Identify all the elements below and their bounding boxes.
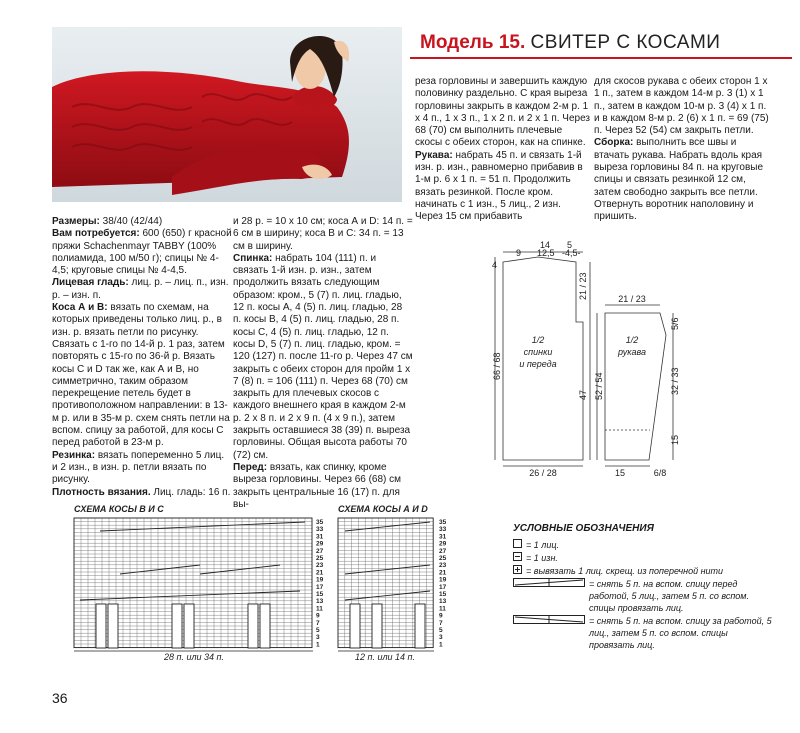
row-number-label: 25 — [316, 555, 324, 562]
row-number-label: 13 — [316, 598, 324, 606]
front-text: вязать, как спинку, кроме выреза горловины. Через 66 (68) см закрыть центральные 16 (17) п. для вы- — [233, 461, 402, 510]
row-number-label: 15 — [316, 591, 324, 598]
row-number-label: 27 — [316, 547, 324, 555]
gauge-continued: и 28 р. = 10 х 10 см; коса А и D: 14 п. = 6 см в ширину; коса В и С: 34 п. = 13 см в ширину. — [233, 216, 413, 252]
purl-column-mark — [248, 604, 258, 648]
model-photo — [52, 27, 402, 202]
dim-14: 14 — [540, 240, 551, 250]
legend-title: УСЛОВНЫЕ ОБОЗНАЧЕНИЯ — [513, 523, 654, 534]
sleeve-outline — [605, 313, 666, 460]
row-number-label: 5 — [439, 627, 443, 634]
row-number-label: 29 — [316, 540, 324, 548]
cable-front-symbol-icon — [513, 578, 585, 590]
dim-47: 47 — [578, 389, 588, 400]
sleeve-label-1: 1/2 — [625, 335, 639, 345]
assembly-text: выполнить все швы и втачать рукава. Набрать вдоль края выреза горловины 84 п. на круговые спицы и связать резинкой 12 см, затем свободно закрыть все петли. Отвернуть воротник наполовину и пришить. — [594, 137, 764, 223]
neckline-text: реза горловины и завершить каждую половинку раздельно. С края выреза горловины закрыть в каждом 2-м р. 1 х 4 п., 1 х 3 п., 1 х 2 п. и 2 х 1 п. Через 68 (70) см выполнить плечевые скосы с обеих сторон, как на спинке. — [415, 76, 591, 149]
body-label-1: 1/2 — [531, 335, 545, 345]
rib-text: вязать попеременно 5 лиц. и 2 изн., в изн. р. петли вязать по рисунку. — [52, 449, 225, 486]
purl-column-mark — [172, 604, 182, 648]
dim-21-23-sleeve: 21 / 23 — [618, 294, 646, 304]
dim-4-5: -4,5- — [562, 248, 581, 258]
dim-66-68: 66 / 68 — [492, 352, 502, 380]
cable-cross-mark — [200, 565, 280, 574]
row-number-label: 35 — [439, 519, 447, 526]
row-number-label: 3 — [316, 634, 320, 642]
dim-15-bottom: 15 — [614, 468, 626, 478]
sizes-text: 38/40 (42/44) — [102, 216, 163, 227]
cable-cross-mark — [345, 522, 430, 531]
text-column-4 — [594, 76, 772, 224]
increase-symbol-icon — [513, 565, 522, 577]
purl-symbol-icon — [513, 552, 522, 564]
row-number-label: 31 — [316, 533, 324, 541]
front-label: Перед: — [233, 461, 268, 473]
purl-column-mark — [96, 604, 106, 648]
dim-26-28: 26 / 28 — [529, 468, 557, 478]
page-number: 36 — [52, 690, 68, 706]
legend-cross-front-text: = снять 5 п. на вспом. спицу перед работой, 5 лиц., затем 5 п. со вспом. спицы провязать лиц. — [589, 579, 749, 613]
dim-21-23-body: 21 / 23 — [578, 272, 588, 300]
text-column-1 — [52, 216, 232, 499]
row-number-label: 5 — [316, 627, 320, 634]
cable-cross-mark — [120, 565, 200, 574]
legend-purl-text: = 1 изн. — [526, 553, 558, 563]
row-number-label: 23 — [439, 562, 447, 570]
row-number-label: 11 — [316, 605, 323, 613]
assembly-label: Сборка: — [594, 137, 634, 149]
row-number-label: 31 — [439, 533, 447, 541]
row-number-label: 7 — [316, 619, 320, 627]
chart-ad-row-numbers — [439, 519, 447, 648]
chart-ad-grid — [338, 518, 433, 648]
cable-cross-mark — [345, 565, 430, 574]
text-column-2 — [233, 216, 413, 511]
purl-column-mark — [415, 604, 425, 648]
materials-label: Вам потребуется: — [52, 228, 140, 240]
dim-52-54: 52 / 54 — [594, 372, 604, 400]
chart-bc-width: 28 п. или 34 п. — [163, 652, 225, 662]
dim-15-side: 15 — [670, 434, 680, 445]
photo-illustration — [52, 27, 402, 202]
row-number-label: 35 — [316, 519, 324, 526]
row-number-label: 29 — [439, 540, 447, 548]
body-label-2: спинки — [523, 347, 553, 357]
page-title — [420, 32, 720, 54]
cable-cross-mark — [80, 591, 300, 600]
body-label-3: и переда — [519, 359, 557, 369]
chart-ad-width: 12 п. или 14 п. — [354, 652, 416, 662]
stockinette-text: лиц. р. – лиц. п., изн. р. – изн. п. — [52, 277, 229, 301]
purl-column-mark — [372, 604, 382, 648]
row-number-label: 19 — [439, 576, 447, 584]
row-number-label: 25 — [439, 555, 447, 562]
legend — [513, 523, 773, 652]
row-number-label: 7 — [439, 619, 443, 627]
legend-row-cross-back — [513, 615, 773, 651]
row-number-label: 17 — [316, 583, 324, 591]
model-number: Модель 15. — [420, 32, 526, 53]
row-number-label: 21 — [316, 569, 324, 577]
dim-4: 4 — [492, 260, 498, 270]
dim-5-6: 5/6 — [670, 317, 680, 330]
gauge-label: Плотность вязания. — [52, 486, 151, 498]
purl-column-mark — [184, 604, 194, 648]
row-number-label: 19 — [316, 576, 324, 584]
chart-bc-title: СХЕМА КОСЫ В И С — [74, 504, 164, 514]
legend-row-cross-front — [513, 578, 773, 614]
legend-cross-back-text: = снять 5 п. на вспом. спицу за работой, 5 лиц., затем 5 п. со вспом. спицы провязать лиц. — [589, 616, 772, 650]
knit-symbol-icon — [513, 539, 522, 551]
chart-bc-row-numbers — [316, 519, 324, 648]
legend-row-purl — [513, 552, 773, 564]
legend-increase-text: = вывязать 1 лиц. скрещ. из поперечной нити — [526, 566, 724, 576]
cable-cross-mark — [100, 522, 305, 531]
gauge-text: Лиц. гладь: 16 п. — [153, 486, 231, 498]
model-name: СВИТЕР С КОСАМИ — [530, 32, 721, 53]
dim-6-8: 6/8 — [653, 468, 667, 478]
legend-knit-text: = 1 лиц. — [526, 540, 559, 550]
row-number-label: 11 — [439, 605, 446, 613]
row-number-label: 15 — [439, 591, 447, 598]
chart-ad-title: СХЕМА КОСЫ А И D — [338, 504, 428, 514]
cable-back-symbol-icon — [513, 615, 585, 627]
purl-column-mark — [260, 604, 270, 648]
legend-row-increase — [513, 565, 773, 577]
dim-32-33: 32 / 33 — [670, 367, 680, 395]
row-number-label: 33 — [439, 526, 447, 534]
row-number-label: 21 — [439, 569, 447, 577]
back-label: Спинка: — [233, 252, 273, 264]
row-number-label: 9 — [439, 612, 443, 620]
dim-5: 5 — [567, 240, 573, 250]
stockinette-label: Лицевая гладь: — [52, 277, 129, 289]
row-number-label: 27 — [439, 547, 447, 555]
cable-cross-mark — [345, 591, 430, 600]
sleeve-shaping-text: для скосов рукава с обеих сторон 1 х 1 п., затем в каждом 14-м р. 3 (1) х 1 п., затем в каждом 10-м р. 3 (4) х 1 п. и в каждом 8-м р. 2 (6) х 1 п. = 69 (75) п. Через 52 (54) см закрыть петли. — [594, 76, 769, 137]
sleeves-text: набрать 45 п. и связать 1-й изн. р. изн., равномерно прибавив в 1-м р. 6 х 1 п. = 51 п. Продолжить вязать резинкой. После кром. начинать с 1 изн., 5 лиц., 2 изн. Через 15 см прибавить — [415, 149, 583, 223]
text-column-3 — [415, 76, 591, 224]
sizes-label: Размеры: — [52, 216, 100, 227]
row-number-label: 9 — [316, 612, 320, 620]
chart-bc-grid — [74, 518, 312, 648]
body-outline — [503, 257, 583, 460]
dim-12-5: 12,5 — [537, 248, 555, 258]
back-text: набрать 104 (111) п. и связать 1-й изн. р. изн., затем продолжить вязать следующим образом: кром., 5 (7) п. лиц. гладью, 12 п. косы А, 4 (5) п. лиц. гладью, 28 п. косы В, 4 (5) п. лиц. гладью, 28 п. косы С, 4 (5) п. лиц. гладью, 12 п. косы D, 5 (7) п. лиц. гладью, кром. = 120 (127) п. после 11-го р. Через 47 см закрыть с обеих сторон для пройм 1 х 7 (8) п. = 106 (111) п. Через 68 (70) см закрыть для плечевых скосов с каждого внешнего края в каждом 2-м р. 2 х 8 п. и 2 х 9 п. (4 х 9 п.), затем закрыть оставшиеся 38 (39) п. выреза горловины. Общая высота работы 70 (72) см. — [233, 252, 413, 461]
rib-label: Резинка: — [52, 449, 96, 461]
row-number-label: 1 — [439, 641, 443, 649]
sleeve-label-2: рукава — [618, 347, 646, 357]
purl-column-mark — [108, 604, 118, 648]
cables-label: Коса А и В: — [52, 302, 108, 314]
row-number-label: 17 — [439, 583, 447, 591]
row-number-label: 1 — [316, 641, 320, 649]
legend-row-knit — [513, 539, 773, 551]
row-number-label: 23 — [316, 562, 324, 570]
row-number-label: 13 — [439, 598, 447, 606]
row-number-label: 3 — [439, 634, 443, 642]
dim-9: 9 — [516, 248, 522, 258]
row-number-label: 33 — [316, 526, 324, 534]
materials-text: 600 (650) г красной пряжи Schachenmayr TABBY (100% полиамида, 100 м/50 г); спицы № 4-4,5; круговые спицы № 4-4,5. — [52, 228, 232, 277]
cables-text: вязать по схемам, на которых приведены только лиц. р., в изн. р. вязать петли по рисунку. Связать с 1-го по 14-й р. 1 раз, затем повторять с 15-го по 36-й р. Вязать косы С и D так же, как А и В, но симметрично, таким образом перекрещение петель будет в противоположном направлении: в 13-м р. или в 35-м р. схем снять петли на вспом. спицу за работой, для косы С перед работой в 23-м р. — [52, 302, 230, 449]
title-rule — [410, 57, 792, 59]
sleeves-label: Рукава: — [415, 149, 453, 161]
purl-column-mark — [350, 604, 360, 648]
